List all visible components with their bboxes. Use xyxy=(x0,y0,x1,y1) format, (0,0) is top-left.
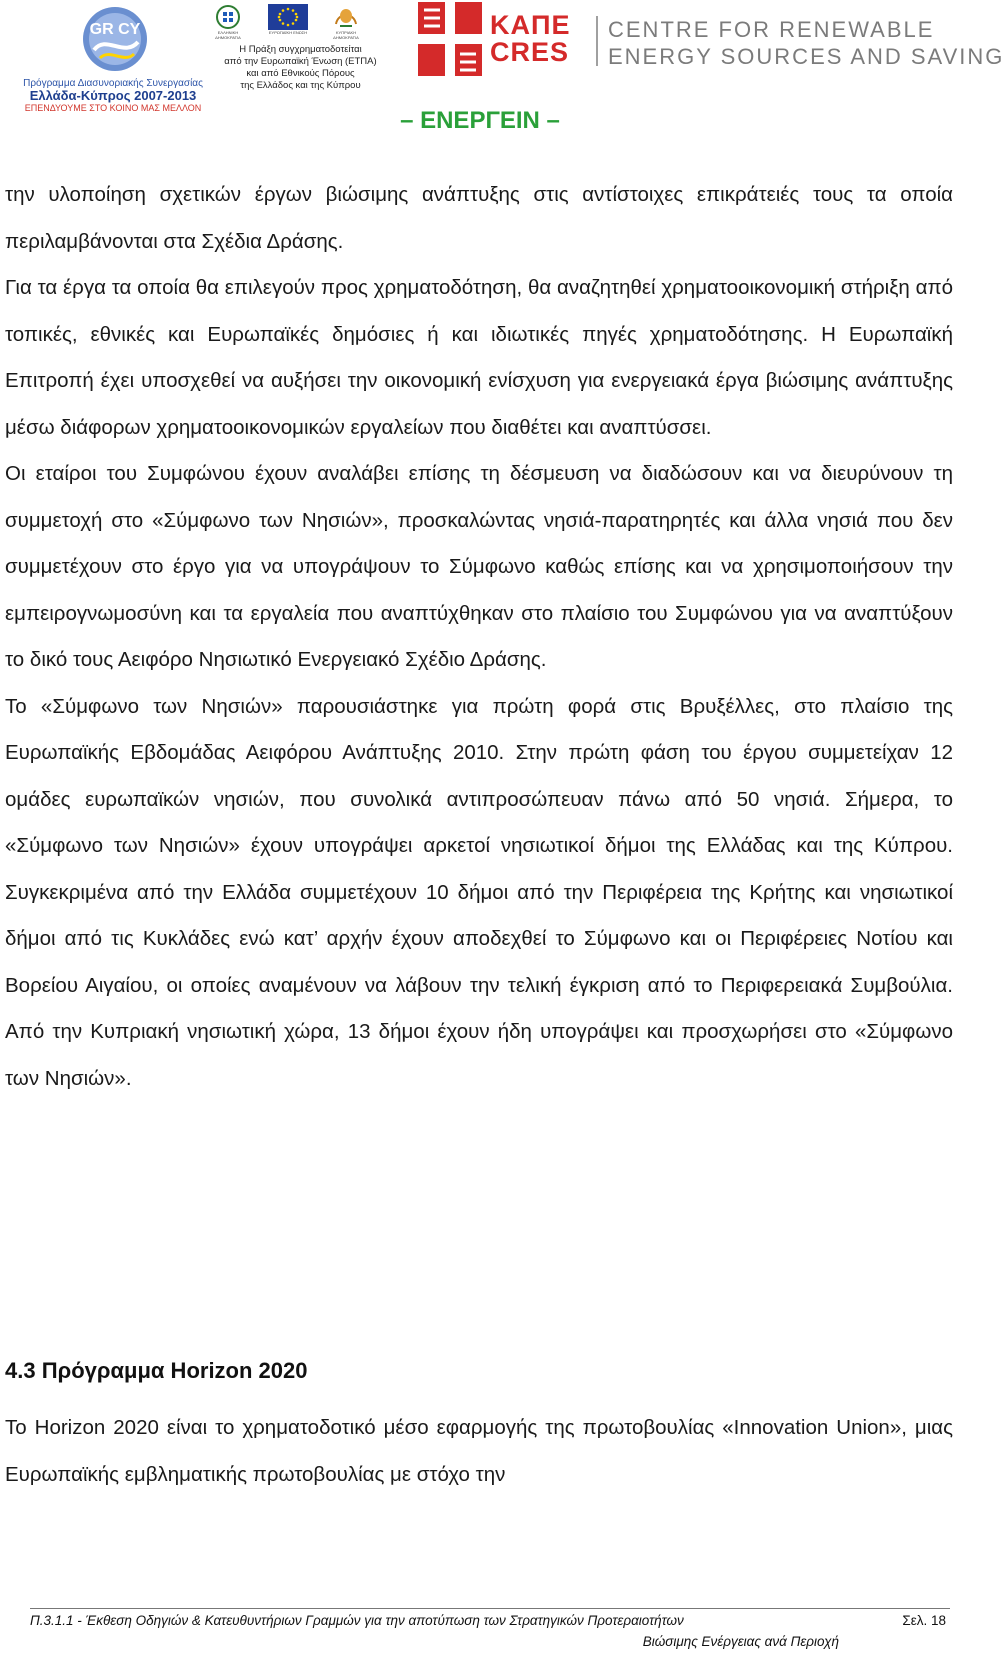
page-footer xyxy=(30,1608,950,1649)
kape-english-line: CENTRE FOR RENEWABLE xyxy=(608,17,935,42)
section-body xyxy=(5,1404,953,1498)
footer-document-subtitle: Βιώσιμης Ενέργειας ανά Περιοχή xyxy=(642,1634,839,1649)
logo-divider xyxy=(596,16,598,66)
greece-caption: ΕΛΛΗΝΙΚΗ ΔΗΜΟΚΡΑΤΙΑ xyxy=(215,30,241,40)
body-paragraph: την υλοποίηση σχετικών έργων βιώσιμης ανάπτυξης στις αντίστοιχες επικράτειές τους τα οποία περιλαμβάνονται στα Σχέδια Δράσης. xyxy=(5,183,953,253)
program-slogan: ΕΠΕΝΔΥΟΥΜΕ ΣΤΟ ΚΟΙΝΟ ΜΑΣ ΜΕΛΛΟΝ xyxy=(24,103,202,113)
cofunding-logos xyxy=(215,4,383,109)
badge-text: GR CY xyxy=(89,21,141,38)
cres-wordmark: CRES xyxy=(490,37,570,67)
kape-english-line: ENERGY SOURCES AND SAVING xyxy=(608,44,1004,69)
kape-cres-logo xyxy=(418,2,1004,82)
kape-wordmark: ΚΑΠΕ xyxy=(490,10,571,40)
document-body xyxy=(5,172,953,1102)
cofunding-line: από την Ευρωπαϊκή Ένωση (ΕΤΠΑ) xyxy=(224,56,377,67)
cofunding-line: της Ελλάδος και της Κύπρου xyxy=(240,80,361,91)
program-line: Πρόγραμμα Διασυνοριακής Συνεργασίας xyxy=(23,78,203,89)
page-number: Σελ. 18 xyxy=(902,1613,946,1628)
body-paragraph: Οι εταίροι του Συμφώνου έχουν αναλάβει επίσης τη δέσμευση να διαδώσουν και να διευρύνουν τη συμμετοχή στο «Σύμφωνο των Νησιών», προσκαλώντας νησιά-παρατηρητές και άλλα νησιά που δεν συμμετέχουν στο έργο για να υπογράψουν το Σύμφωνο καθώς επίσης και να χρησιμοποιήσουν την εμπειρογνωμοσύνη και τα εργαλεία που αναπτύχθηκαν στο πλαίσιο του Συμφώνου για να αναπτύξουν το δικό τους Αειφόρο Νησιωτικό Ενεργειακό Σχέδιο Δράσης. xyxy=(5,462,953,671)
footer-document-title: Π.3.1.1 - Έκθεση Οδηγιών & Κατευθυντήριων Γραμμών για την αποτύπωση των Στρατηγικών Προτεραιοτήτων xyxy=(30,1613,684,1628)
cyprus-emblem-icon xyxy=(330,4,362,30)
cofunding-line: Η Πράξη συγχρηματοδοτείται xyxy=(239,44,362,55)
eu-flag-icon xyxy=(268,4,308,30)
gr-cy-program-logo xyxy=(18,4,208,113)
project-title: – ΕΝΕΡΓΕΙΝ – xyxy=(400,107,560,134)
cofunding-line: και από Εθνικούς Πόρους xyxy=(246,68,355,79)
cofunding-statement xyxy=(218,44,383,92)
eu-caption: ΕΥΡΩΠΑΪΚΗ ΕΝΩΣΗ xyxy=(268,30,308,35)
kape-mark-icon xyxy=(418,2,482,76)
greek-emblem-icon xyxy=(212,4,244,30)
gr-cy-badge-icon xyxy=(80,4,150,74)
body-paragraph: Το Horizon 2020 είναι το χρηματοδοτικό μέσο εφαρμογής της πρωτοβουλίας «Innovation Union», μιας Ευρωπαϊκής εμβληματικής πρωτοβουλίας με στόχο την xyxy=(5,1416,953,1486)
body-paragraph: Για τα έργα τα οποία θα επιλεγούν προς χρηματοδότηση, θα αναζητηθεί χρηματοοικονομική στήριξη από τοπικές, εθνικές και Ευρωπαϊκές δημόσιες ή και ιδιωτικές πηγές χρηματοδότησης. Η Ευρωπαϊκή Επιτροπή έχει υποσχεθεί να αυξήσει την οικονομική ενίσχυση για ενεργειακά έργα βιώσιμης ανάπτυξης μέσω διάφορων χρηματοοικονομικών εργαλείων που διαθέτει και αναπτύσσει. xyxy=(5,276,953,439)
cyprus-caption: ΚΥΠΡΙΑΚΗ ΔΗΜΟΚΡΑΤΙΑ xyxy=(333,30,359,40)
program-title: Ελλάδα-Κύπρος 2007-2013 xyxy=(29,88,197,103)
body-paragraph: Το «Σύμφωνο των Νησιών» παρουσιάστηκε για πρώτη φορά στις Βρυξέλλες, στο πλαίσιο της Ευρωπαϊκής Εβδομάδας Αειφόρου Ανάπτυξης 2010. Στην πρώτη φάση του έργου συμμετείχαν 12 ομάδες ευρωπαϊκών νησιών, που συνολικά αντιπροσώπευαν πάνω από 50 νησιά. Σήμερα, το «Σύμφωνο των Νησιών» έχουν υπογράψει αρκετοί νησιωτικοί δήμοι της Ελλάδας και της Κύπρου. Συγκεκριμένα από την Ελλάδα συμμετέχουν 10 δήμοι από την Περιφέρεια της Κρήτης και νησιωτικοί δήμοι από τις Κυκλάδες ενώ κατ’ αρχήν έχουν αποδεχθεί το Σύμφωνο και οι Περιφέρειες Νοτίου και Βορείου Αιγαίου, οι οποίες αναμένουν να λάβουν την τελική έγκριση από το Περιφερειακά Συμβούλια. Από την Κυπριακή νησιωτική χώρα, 13 δήμοι έχουν ήδη υπογράψει και προσχωρήσει στο «Σύμφωνο των Νησιών». xyxy=(5,694,953,1090)
section-heading: 4.3 Πρόγραμμα Horizon 2020 xyxy=(5,1358,308,1383)
page-header xyxy=(0,0,1004,134)
